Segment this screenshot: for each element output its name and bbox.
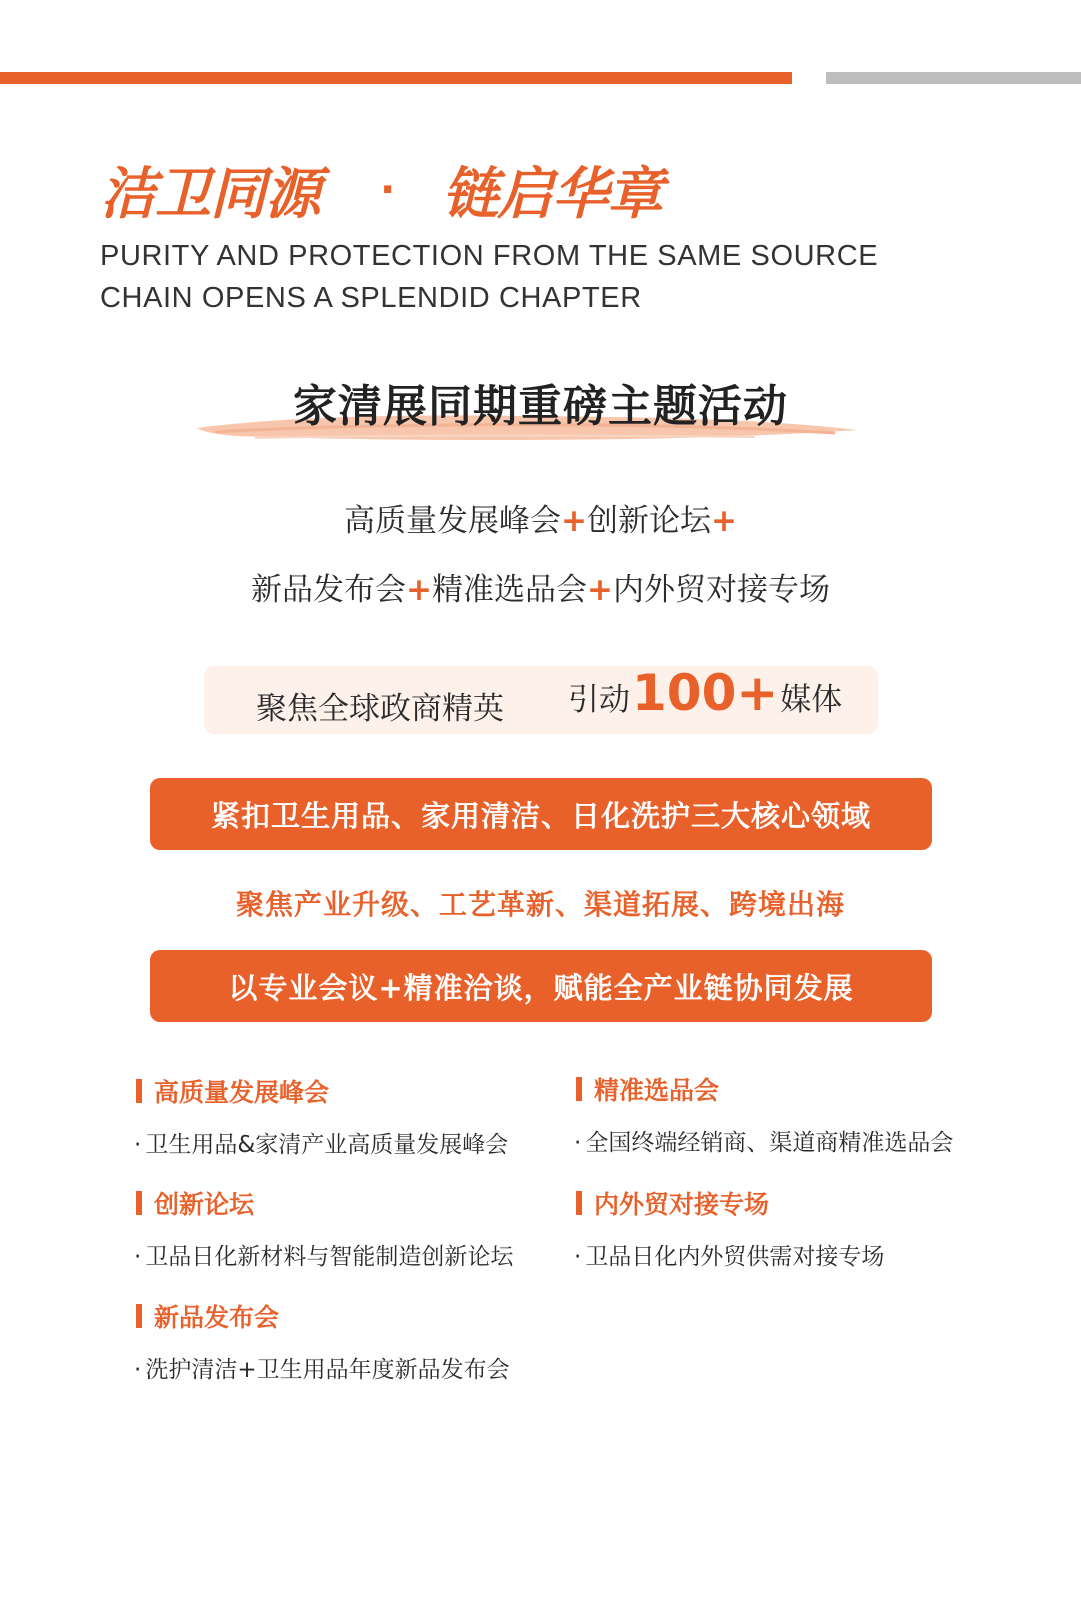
plus-sign: + (587, 572, 613, 608)
activity-selection: 精准选品会 (432, 572, 587, 608)
category-title-text: 创新论坛 (154, 1190, 255, 1219)
highlight-media (568, 664, 842, 724)
bullet-dot: · (134, 1132, 142, 1158)
plus-sign: + (561, 503, 587, 539)
category-marker (576, 1191, 582, 1215)
category-marker (136, 1304, 142, 1328)
category-item-text: 卫生用品&家清产业高质量发展峰会 (145, 1132, 509, 1158)
highlight-elite: 聚焦全球政商精英 (256, 691, 504, 727)
category-marker (136, 1191, 142, 1215)
bullet-dot: · (574, 1130, 582, 1156)
bullet-dot: · (574, 1244, 582, 1270)
top-divider-orange (0, 72, 792, 84)
bullet-dot: · (134, 1244, 142, 1270)
category-title-summit (136, 1073, 329, 1109)
plus-sign: + (406, 572, 432, 608)
headline (100, 150, 662, 230)
category-item-trade (574, 1238, 884, 1271)
category-title-text: 精准选品会 (594, 1076, 720, 1105)
category-item-launch (134, 1351, 510, 1384)
empowerment-banner: 以专业会议+精准洽谈，赋能全产业链协同发展 (150, 950, 932, 1022)
core-fields-banner: 紧扣卫生用品、家用清洁、日化洗护三大核心领域 (150, 778, 932, 850)
category-title-launch (136, 1298, 279, 1334)
headline-part1: 洁卫同源 (100, 162, 320, 227)
activities-line1 (0, 495, 1081, 540)
activity-summit: 高质量发展峰会 (344, 503, 562, 539)
highlight-media-number: 100+ (632, 664, 779, 722)
category-item-text: 洗护清洁+卫生用品年度新品发布会 (145, 1357, 510, 1383)
category-title-text: 内外贸对接专场 (594, 1190, 770, 1219)
category-marker (576, 1077, 582, 1101)
category-item-text: 全国终端经销商、渠道商精准选品会 (585, 1130, 954, 1156)
category-item-text: 卫品日化内外贸供需对接专场 (585, 1244, 885, 1270)
headline-dot: · (380, 167, 395, 213)
headline-part2: 链启华章 (442, 162, 663, 227)
subtitle-line2: CHAIN OPENS A SPLENDID CHAPTER (100, 282, 642, 314)
activity-forum: 创新论坛 (587, 503, 711, 539)
category-title-text: 高质量发展峰会 (154, 1078, 330, 1107)
category-item-summit (134, 1126, 508, 1159)
section-title: 家清展同期重磅主题活动 (293, 381, 788, 432)
focus-line: 聚焦产业升级、工艺革新、渠道拓展、跨境出海 (235, 888, 845, 921)
highlight-media-post: 媒体 (780, 682, 843, 718)
subtitle-line1: PURITY AND PROTECTION FROM THE SAME SOURCE (100, 240, 879, 272)
plus-sign: + (711, 503, 737, 539)
bullet-dot: · (134, 1357, 142, 1383)
category-title-forum (136, 1185, 254, 1221)
activities-line2 (0, 564, 1081, 609)
category-item-selection (574, 1124, 953, 1157)
activity-trade: 内外贸对接专场 (612, 572, 830, 608)
category-marker (136, 1079, 142, 1103)
category-title-selection (576, 1071, 719, 1107)
activity-launch: 新品发布会 (251, 572, 407, 608)
category-item-forum (134, 1238, 513, 1271)
category-item-text: 卫品日化新材料与智能制造创新论坛 (145, 1244, 514, 1270)
category-title-trade (576, 1185, 769, 1221)
top-divider-gray (826, 72, 1081, 84)
category-title-text: 新品发布会 (154, 1303, 280, 1332)
highlight-media-pre: 引动 (568, 682, 630, 718)
